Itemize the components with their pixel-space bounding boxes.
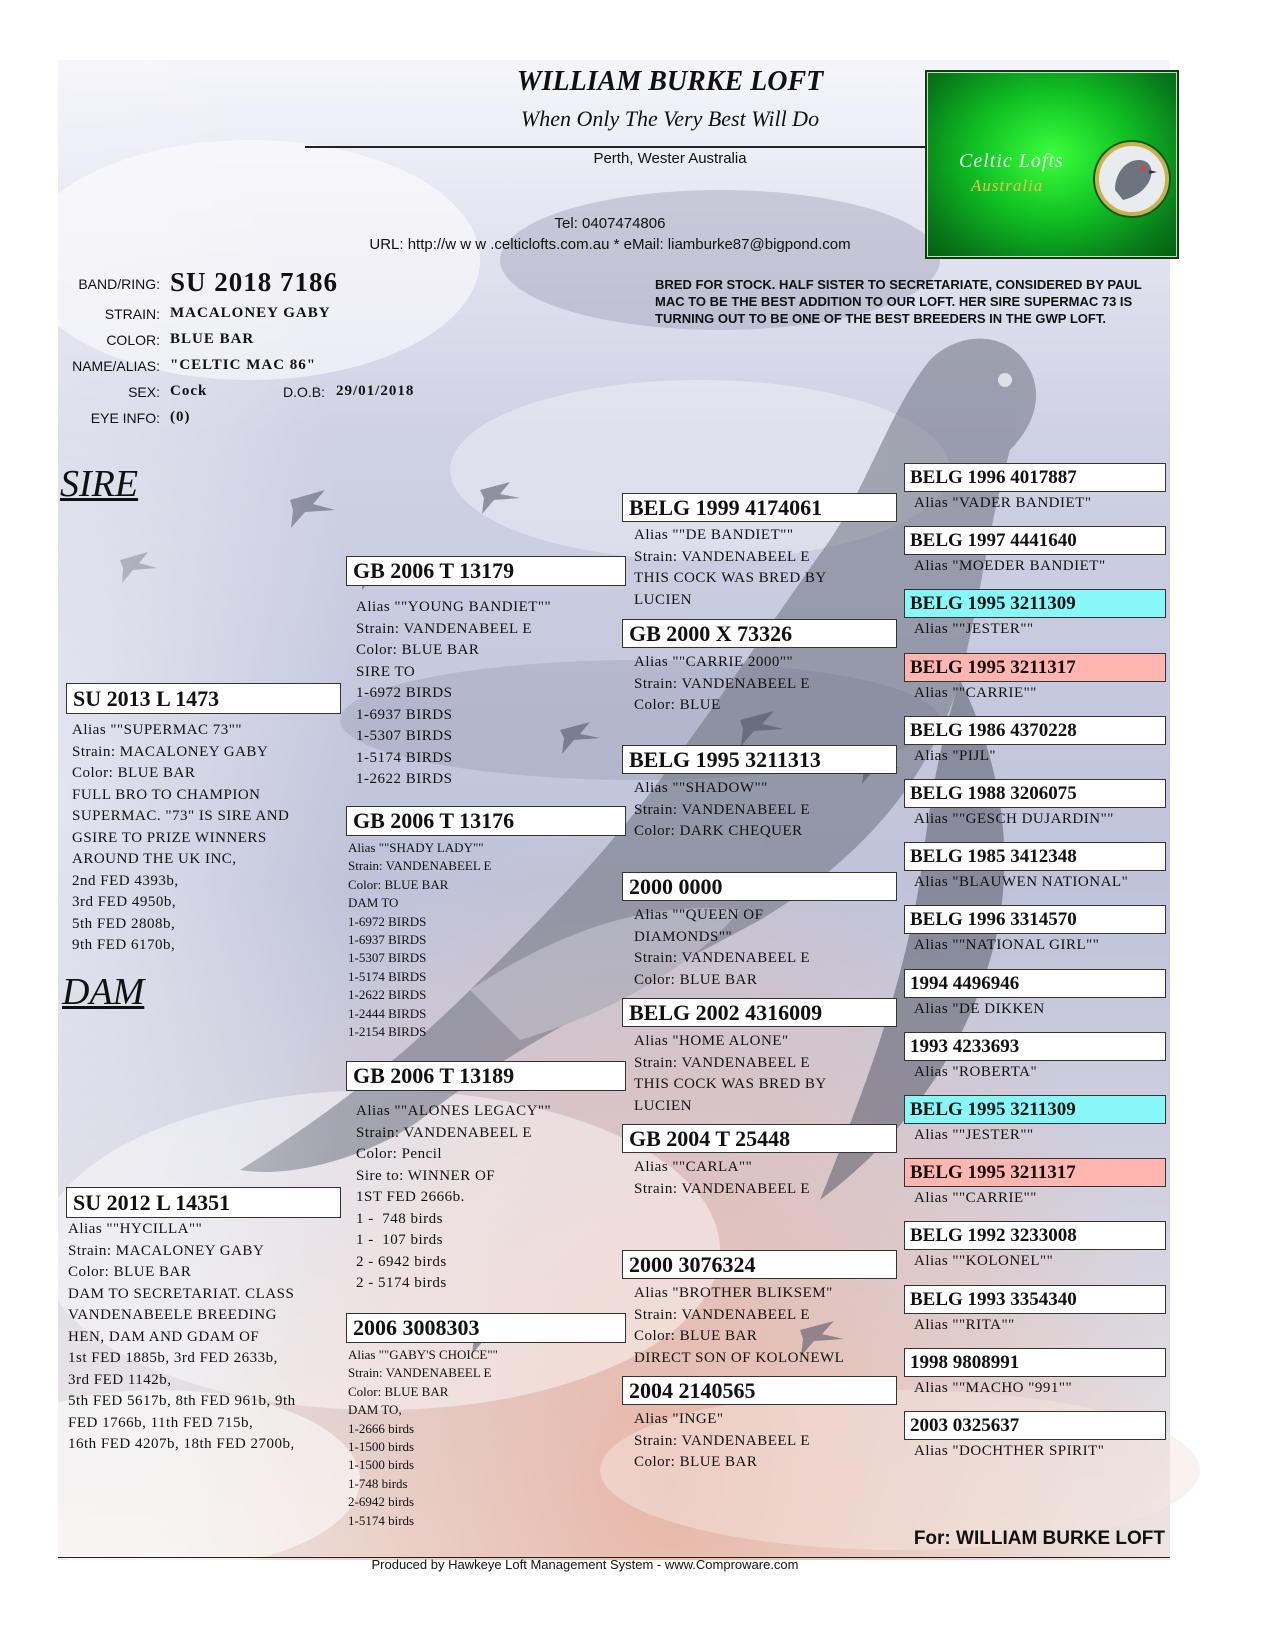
gen3-info-2: Alias ""CARRIE 2000"" Strain: VANDENABEEL E Color: BLUE: [634, 654, 811, 713]
footer-for-loft: For: WILLIAM BURKE LOFT: [913, 1528, 1165, 1549]
sire-heading: SIRE: [60, 463, 139, 505]
gen3-ring-6: GB 2004 T 25448: [622, 1124, 897, 1153]
footer-produced-by: Produced by Hawkeye Loft Management System - www.Comproware.com: [371, 1557, 799, 1572]
gen3-ring-2: GB 2000 X 73326: [622, 619, 897, 648]
gen2-dam-sire-ring: GB 2006 T 13189: [346, 1061, 626, 1091]
gen4-ring-16: 2003 0325637: [904, 1411, 1166, 1440]
loft-phone: Tel: 0407474806: [554, 215, 666, 232]
gen2-sire-dam-info: Alias ""SHADY LADY"" Strain: VANDENABEEL E Color: BLUE BAR DAM TO 1-6972 BIRDS 1-6937 BIRDS 1-5307 BIRDS 1-5174 BIRDS 1-2622 BIRDS 1-2444 BIRDS 1-2154 BIRDS: [348, 840, 492, 1040]
gen4-ring-15: 1998 9808991: [904, 1348, 1166, 1377]
gen4-alias-7: Alias "BLAUWEN NATIONAL": [914, 874, 1129, 891]
gen4-ring-2: BELG 1997 4441640: [904, 526, 1166, 555]
gen4-ring-14: BELG 1993 3354340: [904, 1285, 1166, 1314]
loft-title: WILLIAM BURKE LOFT: [516, 66, 824, 97]
name-alias-value: "CELTIC MAC 86": [170, 357, 317, 373]
gen3-info-1: Alias ""DE BANDIET"" Strain: VANDENABEEL E THIS COCK WAS BRED BY LUCIEN: [634, 527, 827, 608]
strain-label: STRAIN:: [104, 306, 160, 322]
dob-label: D.O.B:: [283, 384, 326, 400]
dam-info: Alias ""HYCILLA"" Strain: MACALONEY GABY Color: BLUE BAR DAM TO SECRETARIAT. CLASS VANDENABEELE BREEDING HEN, DAM AND GDAM OF 1st FED 1885b, 3rd FED 2633b, 3rd FED 1142b, 5th FED 5617b, 8th FED 961b, 9th FED 1766b, 11th FED 715b, 16th FED 4207b, 18th FED 2700b,: [68, 1221, 296, 1452]
gen2-dam-dam-ring: 2006 3008303: [346, 1313, 626, 1343]
dob-value: 29/01/2018: [336, 383, 415, 399]
dam-ring: SU 2012 L 14351: [66, 1187, 341, 1218]
strain-value: MACALONEY GABY: [170, 305, 331, 321]
gen3-info-3: Alias ""SHADOW"" Strain: VANDENABEEL E Color: DARK CHEQUER: [634, 780, 811, 839]
gen4-ring-11: BELG 1995 3211309: [904, 1095, 1166, 1124]
gen4-alias-16: Alias "DOCHTHER SPIRIT": [914, 1443, 1105, 1459]
name-alias-label: NAME/ALIAS:: [72, 358, 160, 374]
eye-info-label: EYE INFO:: [90, 410, 160, 426]
gen4-ring-4: BELG 1995 3211317: [904, 653, 1166, 682]
gen2-sire-sire-info: Alias ""YOUNG BANDIET"" Strain: VANDENABEEL E Color: BLUE BAR SIRE TO 1-6972 BIRDS 1-6937 BIRDS 1-5307 BIRDS 1-5174 BIRDS 1-2622 BIRDS: [356, 599, 552, 787]
gen4-alias-1: Alias "VADER BANDIET": [914, 495, 1092, 511]
gen3-ring-1: BELG 1999 4174061: [622, 493, 897, 522]
gen3-info-6: Alias ""CARLA"" Strain: VANDENABEEL E: [634, 1159, 811, 1197]
gen2-sire-dam-ring: GB 2006 T 13176: [346, 806, 626, 836]
gen4-alias-10: Alias "ROBERTA": [914, 1063, 1038, 1080]
color-value: BLUE BAR: [170, 331, 255, 347]
gen4-ring-6: BELG 1988 3206075: [904, 779, 1166, 808]
gen3-ring-7: 2000 3076324: [622, 1250, 897, 1279]
header-divider: [305, 146, 930, 148]
gen4-alias-12: Alias ""CARRIE"": [914, 1190, 1037, 1207]
celtic-lofts-logo: [925, 70, 1179, 259]
gen2-sire-sire-ring: GB 2006 T 13179: [346, 556, 626, 586]
gen4-ring-12: BELG 1995 3211317: [904, 1158, 1166, 1187]
gen3-ring-4: 2000 0000: [622, 872, 897, 901]
gen3-info-8: Alias "INGE" Strain: VANDENABEEL E Color: BLUE BAR: [634, 1411, 811, 1470]
gen4-alias-9: Alias "DE DIKKEN: [914, 1000, 1045, 1017]
sire-ring: SU 2013 L 1473: [66, 683, 341, 714]
gen4-alias-3: Alias ""JESTER"": [914, 621, 1034, 638]
gen3-ring-5: BELG 2002 4316009: [622, 998, 897, 1027]
gen3-ring-8: 2004 2140565: [622, 1376, 897, 1405]
gen4-alias-4: Alias ""CARRIE"": [914, 684, 1037, 701]
band-label: BAND/RING:: [78, 276, 160, 292]
dam-heading: DAM: [62, 971, 145, 1013]
gen4-ring-10: 1993 4233693: [904, 1032, 1166, 1061]
logo-text-line1: Celtic Lofts: [959, 150, 1064, 172]
sire-info: Alias ""SUPERMAC 73"" Strain: MACALONEY GABY Color: BLUE BAR FULL BRO TO CHAMPION SUPERMAC. "73" IS SIRE AND GSIRE TO PRIZE WINNERS AROUND THE UK INC, 2nd FED 4393b, 3rd FED 4950b, 5th FED 2808b, 9th FED 6170b,: [72, 722, 290, 953]
gen4-alias-8: Alias ""NATIONAL GIRL"": [914, 937, 1100, 954]
gen4-ring-7: BELG 1985 3412348: [904, 842, 1166, 871]
gen4-ring-3: BELG 1995 3211309: [904, 589, 1166, 618]
gen4-ring-9: 1994 4496946: [904, 969, 1166, 998]
gen2-dam-dam-info: Alias ""GABY'S CHOICE"" Strain: VANDENABEEL E Color: BLUE BAR DAM TO, 1-2666 birds 1-1500 birds 1-1500 birds 1-748 birds 2-6942 birds 1-5174 birds: [348, 1347, 498, 1528]
gen4-ring-1: BELG 1996 4017887: [904, 463, 1166, 492]
gen4-alias-2: Alias "MOEDER BANDIET": [914, 558, 1106, 575]
gen3-info-5: Alias "HOME ALONE" Strain: VANDENABEEL E THIS COCK WAS BRED BY LUCIEN: [634, 1033, 827, 1114]
gen4-ring-5: BELG 1986 4370228: [904, 716, 1166, 745]
breeding-notes: BRED FOR STOCK. HALF SISTER TO SECRETARIATE, CONSIDERED BY PAUL MAC TO BE THE BEST ADDITION TO OUR LOFT. HER SIRE SUPERMAC 73 IS TURNING OUT TO BE ONE OF THE BEST BREEDERS IN THE GWP LOFT.: [655, 277, 1142, 326]
sex-value: Cock: [170, 383, 208, 399]
band-ring-value: SU 2018 7186: [170, 267, 339, 297]
gen4-alias-11: Alias ""JESTER"": [914, 1127, 1034, 1143]
logo-text-line2: Australia: [971, 176, 1044, 195]
gen4-alias-15: Alias ""MACHO "991"": [914, 1379, 1073, 1396]
gen4-alias-14: Alias ""RITA"": [914, 1316, 1015, 1333]
gen4-alias-13: Alias ""KOLONEL"": [914, 1253, 1054, 1270]
gen3-info-7: Alias "BROTHER BLIKSEM" Strain: VANDENABEEL E Color: BLUE BAR DIRECT SON OF KOLONEWL: [634, 1285, 845, 1366]
loft-tagline: When Only The Very Best Will Do: [520, 106, 820, 131]
sex-label: SEX:: [128, 384, 160, 400]
gen4-alias-5: Alias "PIJL": [914, 747, 996, 764]
gen3-ring-3: BELG 1995 3211313: [622, 745, 897, 774]
color-label: COLOR:: [106, 332, 160, 348]
eye-info-value: (0): [170, 409, 191, 425]
pigeon-seal-icon: [1095, 142, 1169, 216]
gen4-alias-6: Alias ""GESCH DUJARDIN"": [914, 811, 1114, 827]
loft-contact-url[interactable]: URL: http://w w w .celticlofts.com.au * eMail: liamburke87@bigpond.com: [369, 236, 851, 253]
gen4-ring-8: BELG 1996 3314570: [904, 905, 1166, 934]
gen3-info-4: Alias ""QUEEN OF DIAMONDS"" Strain: VANDENABEEL E Color: BLUE BAR: [634, 907, 811, 988]
loft-location: Perth, Wester Australia: [593, 150, 747, 167]
gen2-dam-sire-info: Alias ""ALONES LEGACY"" Strain: VANDENABEEL E Color: Pencil Sire to: WINNER OF 1ST FED 2666b. 1 - 748 birds 1 - 107 birds 2 - 6942 birds 2 - 5174 birds: [356, 1103, 552, 1291]
gen4-ring-13: BELG 1992 3233008: [904, 1221, 1166, 1250]
